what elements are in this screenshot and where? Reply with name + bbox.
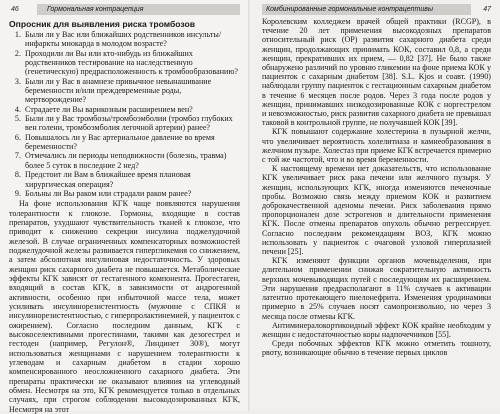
right-paragraph: Королевским колледжем врачей общей практики (RCGP), в течение 20 лет применения высокодозных препаратов относительный риск (ОР) развития сахарного диабета среди женщин, продолжающих принимать КОК, составил 0,8, а среди женщин, прекративших их прием, — 0,82 [37]. Не было также обнаружено различий по уровню гликемии на фоне приема КОК у пациенток с сахарным диабетом [38]. S.L. Kjos и соавт. (1990) наблюдали группу пациенток с гестационным сахарным диабетом в течение 6 месяцев после родов. Через 3 года после родов у женщин, принимавших низкодозированные КОК с норгестрелом и невозможностью, риск развития сахарного диабета не превышал таковой в контрольной группе, не получавшей КОК [39]. bbox=[262, 17, 491, 128]
question-item: 8. Предстоит ли Вам в ближайшее время плановая хирургическая операция? bbox=[23, 170, 240, 189]
question-item: 1. Были ли у Вас или ближайших родственников инсульты/инфаркты миокарда в молодом возрасте? bbox=[23, 30, 240, 49]
right-paragraph: КГК повышают содержание холестерина в пузырной желчи, что увеличивает вероятность холелитиаза и камнеобразования в желчном пузыре. Холестаз при приеме КГК встречается примерно с той же частотой, что и во время беременности. bbox=[262, 127, 491, 165]
left-running-head bbox=[9, 3, 240, 16]
left-body-paragraph: На фоне использования КГК чаще появляются нарушения толерантности к глюкозе. Гормоны, входящие в состав препаратов, ухудшают чувствительность тканей к глюкозе, что приводит к снижению секреции инсулина поджелудочной железой. В случае ограниченных компенсаторных возможностей поджелудочной железы развивается гипергликемия со снижением, а затем абсолютная инсулиновая недостаточность. У здоровых женщин риск сахарного диабета не повышается. Метаболические эффекты КГК зависят от гестагенного компонента. Прогестаген, входящий в состав КГК, в зависимости от андрогенной активности, особенно при избыточной массе тела, может усиливать инсулинорезистентность (мужчине с СПКЯ и инсулинорезистентностью, с гиперпролактинемией, у пациенток с ожирением). Согласно последним данным, КГК с высокоселективными прогестинами, такими как дезогестрел и гестоден (например, Регулон®, Линдинет 30®), могут использоваться женщинами с нарушением толерантности к углеводам и сахарным диабетом в стадии хорошо компенсированного неосложненного сахарного диабета. Эти препараты практически не оказывают влияния на углеводный обмен. Несмотря на это, КГК рекомендуется только в отдельных случаях, при строгом соблюдении высокодозированных КГК, Несмотря на этот bbox=[9, 199, 240, 414]
right-page bbox=[250, 0, 500, 411]
right-running-title: Комбинированные гормональные контрацептивы bbox=[262, 4, 471, 15]
left-running-title: Гормональная контрацепция bbox=[37, 4, 240, 15]
question-item: 5. Были ли у Вас тромбозы/тромбоэмболии (тромбоз глубоких вен голени, тромбоэмболия легочной артерии) ранее? bbox=[23, 114, 240, 133]
question-item: 4. Страдаете ли Вы варикозным расширением вен? bbox=[23, 105, 240, 114]
right-page-number: 47 bbox=[483, 6, 491, 13]
question-item: 6. Повышалось ли у Вас артериальное давление во время беременности? bbox=[23, 133, 240, 152]
right-paragraph: Антиминералокортикоидный эффект КОК крайне необходим у женщин с недостаточностью коры надпочечников [55]. bbox=[262, 320, 491, 339]
question-item: 7. Отмечались ли периоды неподвижности (болезнь, травма) более 5 суток в последние 2 нед? bbox=[23, 151, 240, 170]
question-item: 2. Проходили ли Вы или кто-нибудь из ближайших родственников тестирование на наследственную (генетическую) предрасположенность к тромбообразованию? bbox=[23, 49, 240, 77]
left-page-number: 46 bbox=[11, 6, 19, 13]
questionnaire-heading: Опросник для выявления риска тромбозов bbox=[9, 19, 195, 29]
question-item: 3. Были ли у Вас в анамнезе привычное невынашивание беременности и/или преждевременные роды, мертворождение? bbox=[23, 77, 240, 105]
right-paragraph: Среди побочных эффектов КГК можно отметить тошноту, рвоту, возникающие обычно в течение первых циклов bbox=[262, 339, 491, 358]
right-paragraph: К настоящему времени нет доказательств, что использование КГК увеличивает риск рака печени или желчного пузыря. У женщин, использующих КГК, иногда изменяются печеночные пробы. Возможно связь между приемом КОК и развитием доброкачественной аденомы печени. Риск заболевания прямо пропорционален дозе эстрогенов и длительности применения КГК. После отмены препаратов опухоль обычно регрессирует. Согласно последним рекомендациям ВОЗ, КГК можно использовать у пациенток с очаговой узловой гиперплазией печени [25]. bbox=[262, 164, 491, 257]
question-item: 9. Больны ли Вы раком или страдали раком ранее? bbox=[23, 189, 240, 198]
questionnaire-list bbox=[9, 30, 240, 198]
right-paragraph: КГК изменяют функции органов мочевыделения, при длительном применении снижая сократительную активность верхних мочевыводящих путей с последующим их расширением. Эти нарушения предрасполагают в 11% случаев к активации латентно протекающего пиелонефрита. Изменения уродинамики примерно в 25% случаев носят самопроизвольно, но через 3 месяца после отмены КГК. bbox=[262, 256, 491, 321]
right-running-head bbox=[262, 3, 491, 16]
